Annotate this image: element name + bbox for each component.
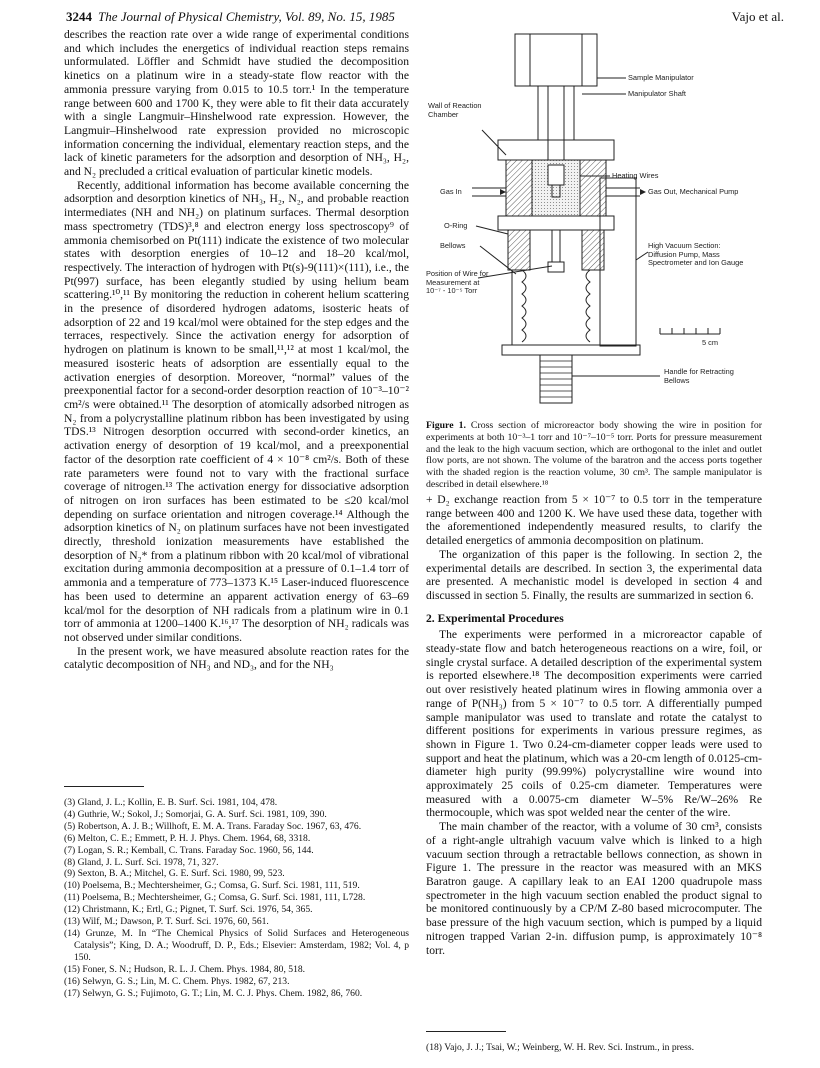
label-gas-in: Gas In (440, 187, 462, 196)
reference-item: (13) Wilf, M.; Dawson, P. T. Surf. Sci. 1976, 60, 561. (64, 916, 269, 928)
reference-item: (14) Grunze, M. In “The Chemical Physics of Solid Surfaces and Heterogeneous Catalysis”; King, D. A.; Woodruff, D. P., Eds.; Elsevier: Amsterdam, 1982; Vol. 4, p 150. (64, 927, 409, 963)
right-column (426, 493, 762, 957)
paragraph: Recently, additional information has become available concerning the adsorption and desorption kinetics of NH₃, H₂, N₂, and probable reaction intermediates (NH and NH₂) on platinum surfaces. Thermal desorption mass spectrometry (TDS)³,⁸ and electron energy loss spectroscopy⁹ of ammonia chemisorbed on Pt(111) indicate the existence of two molecular states with desorption energies of 10–12 and 18–20 kcal/mol, respectively. The interaction of hydrogen with Pt(s)-9(111)×(111), i.e., the Pt(997) surface, has been elegantly studied by using helium beam scattering.¹⁰,¹¹ By monitoring the reduction in coherent helium scattering in the presence of disordered hydrogen adatoms, isosteric heats of adsorption of 22 and 19 kcal/mol were obtained for the step edges and the terraces, respectively. Since the activation energy for adsorption of hydrogen on platinum is known to be small,¹¹,¹² at most 1 kcal/mol, the measured isosteric heats of adsorption are essentially equal to the activation energies of desorption. Moreover, “normal” values of the preexponential factor for a second-order desorption reaction of 10⁻³–10⁻² cm²/s were obtained.¹¹ The desorption of atomically adsorbed nitrogen as N₂ from a polycrystalline platinum ribbon has been investigated by using TDS.¹³ Nitrogen desorption occurred with second-order kinetics, an activation energy of desorption of 19 kcal/mol, and a preexponential factor of the desorption rate coefficient of 4 × 10⁻⁸ cm²/s. Both of these rate parameters were found not to vary with the fractional surface coverage of nitrogen.¹³ The activation energy for dissociative adsorption of nitrogen on iron surfaces has been estimated to be ≤20 kcal/mol depending on surface orientation and nitrogen coverage.¹⁴ Although the adsorption kinetics of N₂ on platinum surfaces have not been investigated directly, threshold ionization measurements have established the desorption of N₂* from a platinum ribbon with 20 kcal/mol of vibrational excitation during ammonia decomposition at a pressure of 0.1–1.4 torr of ammonia and a temperature of 773–1373 K.¹⁵ Laser-induced fluorescence has been used to determine an apparent activation energy of 63–69 kcal/mol for the desorption of NH radicals from a platinum wire in 0.1 torr of ammonia at 1200–1400 K.¹⁶,¹⁷ The desorption of NH₂ radicals was not observed under similar conditions. (64, 178, 409, 644)
page-number: 3244 (66, 9, 92, 24)
paragraph: + D₂ exchange reaction from 5 × 10⁻⁷ to 0.5 torr in the temperature range between 400 and 1200 K. We have used these data, together with the aforementioned independently measured results, to clarify the detailed energetics of ammonia decomposition on platinum. (426, 493, 762, 548)
references-right (426, 1031, 762, 1054)
page-header (66, 9, 784, 29)
journal-title: The Journal of Physical Chemistry, Vol. 89, No. 15, 1985 (98, 9, 395, 24)
caption-label: Figure 1. (426, 420, 466, 431)
footnote-rule (64, 786, 144, 787)
paragraph: The organization of this paper is the following. In section 2, the experimental details are described. In section 3, the experimental data are presented. A mechanistic model is developed in section 4 and discussed in section 5. Finally, the results are summarized in section 6. (426, 547, 762, 602)
reference-item: (8) Gland, J. L. Surf. Sci. 1978, 71, 327. (64, 856, 219, 868)
reference-item: (18) Vajo, J. J.; Tsai, W.; Weinberg, W. H. Rev. Sci. Instrum., in press. (426, 1042, 694, 1053)
label-heating-wires: Heating Wires (612, 171, 659, 180)
paragraph: In the present work, we have measured absolute reaction rates for the catalytic decomposition of NH₃ and ND₃, and for the NH₃ (64, 644, 409, 672)
label-scale: 5 cm (702, 338, 719, 347)
reactor-cross-section (426, 30, 766, 406)
reference-item: (17) Selwyn, G. S.; Fujimoto, G. T.; Lin, M. C. J. Phys. Chem. 1982, 86, 760. (64, 987, 363, 999)
running-head (66, 9, 395, 25)
paragraph: describes the reaction rate over a wide range of experimental conditions and which includes the energetics of individual reaction steps remains unformulated. Löffler and Schmidt have studied the decomposition kinetics on a platinum wire in a steady-state flow reactor with the ammonia pressure varying from 0.015 to 10.5 torr.¹ In the temperature range between 600 and 1700 K, they were able to fit their data accurately with a single Langmuir–Hinshelwood rate expression. However, the Langmuir–Hinshelwood rate expression provided no microscopic information concerning the individual, elementary reaction steps, and the lack of kinetic parameters for the adsorption and desorption of NH₃, H₂, and N₂ precluded a critical evaluation of particular kinetic models. (64, 28, 409, 179)
author-line: Vajo et al. (731, 9, 784, 24)
sample-manipulator-body (515, 34, 597, 86)
label-manipulator-shaft: Manipulator Shaft (628, 89, 686, 98)
gas-in-arrow (500, 189, 506, 195)
paragraph: The experiments were performed in a microreactor capable of steady-state flow and batch heterogeneous reactions on a wire, foil, or single crystal surface. A detailed description of the experimental system is reported elsewhere.¹⁸ The decomposition experiments were carried out over resistively heated platinum wires in flowing ammonia over a range of P(NH₃) from 5 × 10⁻⁷ to 0.5 torr. A differentially pumped sample manipulator was used to translate and rotate the catalyst to different positions for experiments in various pressure regimes, as shown in Figure 1. Two 0.24-cm-diameter copper leads were used to support and heat the platinum, which was a 20-cm length of 0.0125-cm-diameter high purity (99.99%) polycrystalline wire wound into approximately 25 coils of 0.25-cm diameter. Temperatures were measured with a 0.0075-cm diameter W–5% Re/W–26% Re thermocouple, which was spot welded near the center of the wire. (426, 628, 762, 820)
paragraph: The main chamber of the reactor, with a volume of 30 cm³, consists of a right-angle ultrahigh vacuum valve which is linked to a high vacuum section through a retractable bellows connection, as shown in Figure 1. The pressure in the reactor was measured with an MKS Baratron gauge. A capillary leak to an EAI 1200 quadrupole mass spectrometer in the high vacuum section enabled the product signal to be monitored continuously by a CP/M Z-80 based microcomputer. The base pressure of the high vacuum section, which is pumped by a liquid nitrogen trapped Varian 2-in. diffusion pump, is approximately 10⁻⁸ torr. (426, 820, 762, 957)
gas-out-arrow (640, 189, 646, 195)
figure-caption (426, 420, 762, 491)
reference-item: (5) Robertson, A. J. B.; Willhoft, E. M. A. Trans. Faraday Soc. 1967, 63, 476. (64, 820, 362, 832)
caption-text: Cross section of microreactor body showing the wire in position for experiments at both 10⁻³–1 torr and 10⁻⁷–10⁻⁵ torr. Ports for pressure measurement and the leak to the high vacuum section, which are orthogonal to the inlet and outlet flow ports, are not shown. The volume of the baratron and the access ports together with the shaded region is the reaction volume, 30 cm³. The sample manipulator is described in detail elsewhere.¹⁸ (426, 420, 762, 490)
reference-item: (16) Selwyn, G. S.; Lin, M. C. Chem. Phys. 1982, 67, 213. (64, 975, 290, 987)
reference-item: (9) Sexton, B. A.; Mitchel, G. E. Surf. Sci. 1980, 99, 523. (64, 868, 285, 880)
label-high-vacuum: High Vacuum Section: Diffusion Pump, Mass Spectrometer and Ion Gauge (648, 241, 744, 268)
label-wall: Wall of Reaction Chamber (428, 101, 482, 119)
label-bellows: Bellows (440, 241, 466, 250)
reference-item: (11) Poelsema, B.; Mechtersheimer, G.; Comsa, G. Surf. Sci. 1981, 111, L728. (64, 892, 366, 904)
label-o-ring: O-Ring (444, 221, 468, 230)
reference-item: (12) Christmann, K.; Ertl, G.; Pignet, T. Surf. Sci. 1976, 54, 365. (64, 904, 313, 916)
reference-item: (4) Guthrie, W.; Sokol, J.; Somorjai, G. A. Surf. Sci. 1981, 109, 390. (64, 808, 327, 820)
reference-item: (15) Foner, S. N.; Hudson, R. L. J. Chem. Phys. 1984, 80, 518. (64, 963, 306, 975)
label-wire-position: Position of Wire for Measurement at 10⁻⁷ - 10⁻⁵ Torr (426, 269, 489, 296)
reference-item: (6) Melton, C. E.; Emmett, P. H. J. Phys. Chem. 1964, 68, 3318. (64, 832, 311, 844)
footnote-rule (426, 1031, 506, 1032)
references-left (64, 786, 409, 999)
label-handle: Handle for Retracting Bellows (664, 367, 734, 385)
left-column (64, 28, 409, 672)
reference-item: (7) Logan, S. R.; Kemball, C. Trans. Faraday Soc. 1960, 56, 144. (64, 844, 314, 856)
label-gas-out: Gas Out, Mechanical Pump (648, 187, 739, 196)
label-sample-manipulator: Sample Manipulator (628, 73, 694, 82)
section-heading: 2. Experimental Procedures (426, 611, 564, 625)
reference-item: (10) Poelsema, B.; Mechtersheimer, G.; Comsa, G. Surf. Sci. 1981, 111, 519. (64, 880, 360, 892)
reference-item: (3) Gland, J. L.; Kollin, E. B. Surf. Sci. 1981, 104, 478. (64, 797, 278, 808)
figure-1-diagram (426, 30, 766, 406)
